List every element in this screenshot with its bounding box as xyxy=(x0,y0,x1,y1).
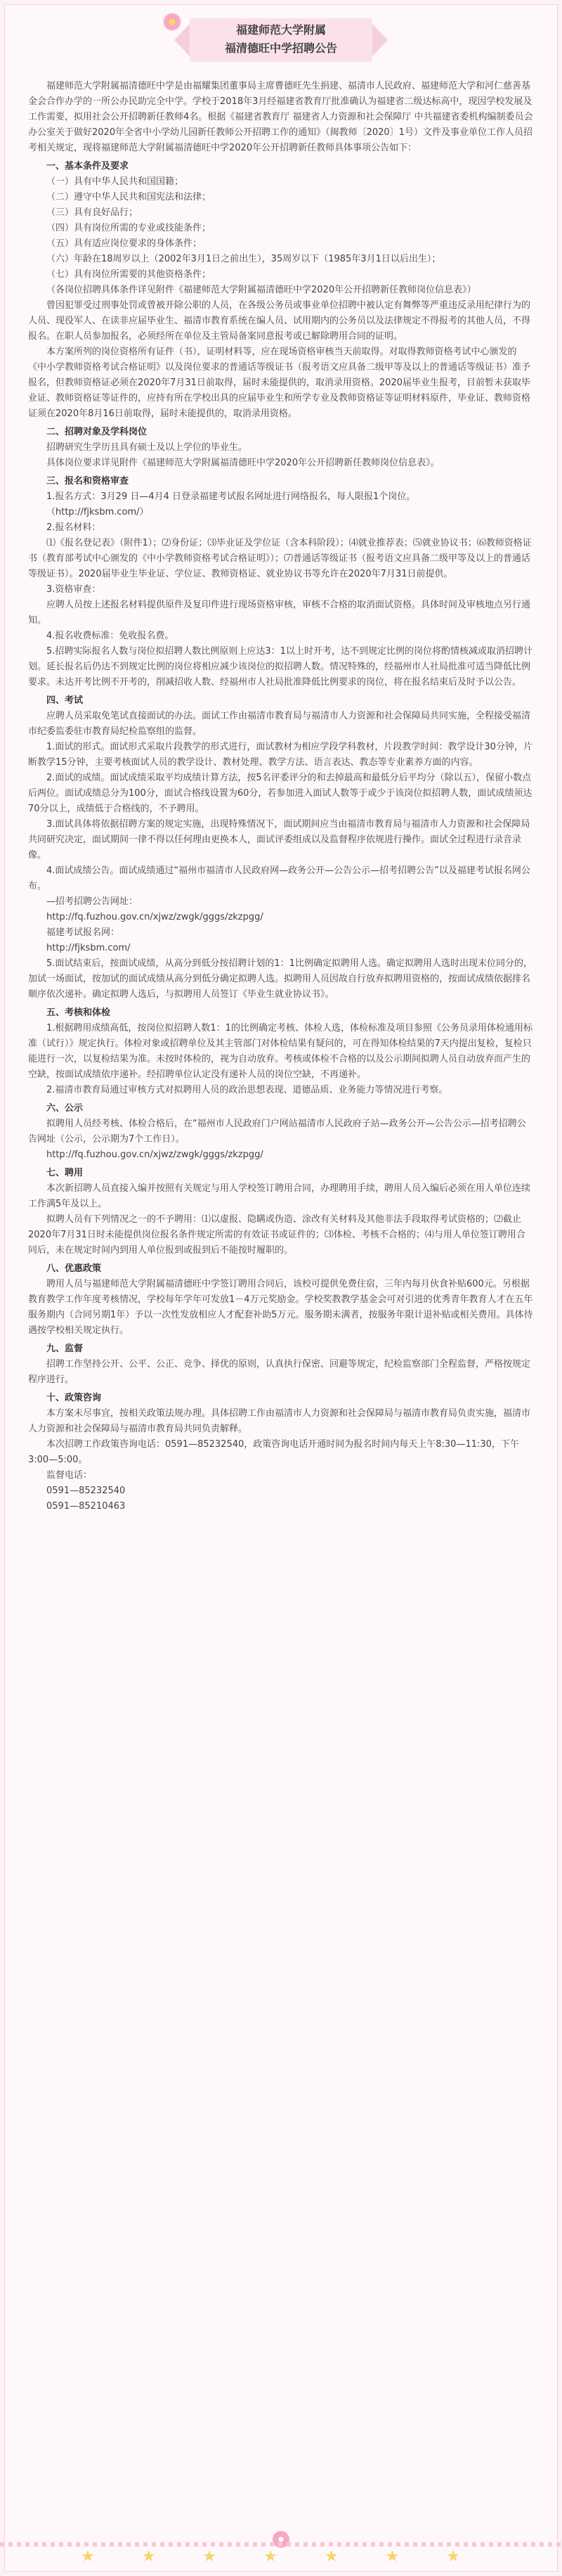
paragraph: http://fjksbm.com/ xyxy=(46,943,131,953)
paragraph: （五）具有适应岗位要求的身体条件； xyxy=(46,238,202,249)
paragraph: 本次新招聘人员直接入编并按照有关规定与用人学校签订聘用合同，办理聘用手续，聘用人员入编后必须在用人单位连续工作满5年及以上。 xyxy=(28,1183,531,1209)
paragraph: 应聘人员采取免笔试直接面试的办法。面试工作由福清市教育局与福清市人力资源和社会保障局共同实施，全程接受福清市纪委监委驻市教育局纪检监察组的监督。 xyxy=(28,711,531,737)
paragraph: 本次招聘工作政策咨询电话：0591—85232540，政策咨询电话开通时间为报名时间内每天上午8:30—11:30，下午3:00—5:00。 xyxy=(28,1439,519,1465)
paragraph: 0591—85232540 xyxy=(46,1486,126,1496)
paragraph: http://fq.fuzhou.gov.cn/xjwz/zwgk/gggs/zkzpgg/ xyxy=(46,1149,263,1160)
paragraph: 0591—85210463 xyxy=(46,1501,126,1512)
paragraph: 聘用人员与福建师范大学附属福清德旺中学签订聘用合同后，该校可提供免费住宿，三年内每月伙食补贴600元。另根据教育教学工作年度考核情况，学校每年学年可发放1－4万元奖励金。学校奖教教学基金会可对引进的优秀青年教育人才在五年服务期内（合同另期1年）予以一次性发放相应人才配套补助5万元。服务期未满者，按服务年限计退补贴或相关费用。具体待遇按学校相关规定执行。 xyxy=(28,1279,533,1336)
paragraph: 应聘人员按上述报名材料提供原件及复印件进行现场资格审核，审核不合格的取消面试资格。具体时间及审核地点另行通知。 xyxy=(28,600,531,626)
paragraph: ⑴《报名登记表》（附件1）；⑵身份证；⑶毕业证及学位证（含本科阶段）；⑷就业推荐表；⑸就业协议书；⑹教师资格证书（教育部考试中心颁发的《中小学教师资格考试合格证明》）；⑺普通话等级证书（报考语文应具备二级甲等及以上的普通话等级证书）。2020届毕业生毕业证、学位证、教师资格证、就业协议书等允许在2020年7月31日前提供。 xyxy=(28,538,532,579)
paragraph: （六）年龄在18周岁以上（2002年3月1日之前出生），35周岁以下（1985年3月1日以后出生）； xyxy=(46,254,441,264)
header xyxy=(0,0,562,73)
paragraph: 招聘研究生学历且具有硕士及以上学位的毕业生。 xyxy=(46,442,248,453)
paragraph: 2.报名材料： xyxy=(46,522,101,533)
section-heading: 八、优惠政策 xyxy=(46,1263,102,1274)
footer-decoration xyxy=(0,2531,562,2576)
paragraph: 5.招聘实际报名人数与岗位拟招聘人数比例原则上应达3：1以上时开考，达不到规定比例的岗位将酌情核减或取消招聘计划。延长报名后仍达不到规定比例的岗位将相应减少该岗位的拟招聘人数。情况特殊的，经福州市人社局批准可适当降低比例要求。未达开考比例不开考的，削减招收人数、经福州市人社局批准降低比例要求的岗位，将在报名结束后及时予以公告。 xyxy=(28,646,532,688)
paragraph: （二）遵守中华人民共和国宪法和法律； xyxy=(46,192,211,202)
divider xyxy=(0,2542,562,2546)
paragraph: 2.面试的成绩。面试成绩采取平均成绩计算方法，按5名评委评分的和去掉最高和最低分后平均分（除以五），保留小数点后两位。面试成绩总分为100分，面试合格线设置为60分，若参加进入面试人数等于或少于该岗位拟招聘人数，面试成绩须达70分以上，成绩低于合格线的，不予聘用。 xyxy=(28,773,532,814)
paragraph: 5.面试结束后，按面试成绩，从高分到低分按招聘计划的1：1比例确定拟聘用人选。确定拟聘用人选时出现末位同分的，加试一场面试，按加试的面试成绩从高分到低分确定拟聘人选。拟聘用人员因故自行放弃拟聘用资格的，按面试成绩依据排名顺序依次递补。确定拟聘人选后，与拟聘用人员签订《毕业生就业协议书》。 xyxy=(28,958,532,1000)
paragraph: 1.报名方式：3月29 日—4月4 日登录福建考试报名网址进行网络报名，每人限报1个岗位。 xyxy=(46,491,416,502)
paragraph: 监督电话： xyxy=(46,1470,93,1481)
paragraph: http://fq.fuzhou.gov.cn/xjwz/zwgk/gggs/zkzpgg/ xyxy=(46,912,263,922)
paragraph: 4.报名收费标准：免收报名费。 xyxy=(46,631,174,641)
paragraph: 福建考试报名网： xyxy=(46,927,120,938)
paragraph: 4.面试成绩公告。面试成绩通过“福州市福清市人民政府网—政务公开—公告公示—招考招聘公告”以及福建考试报名网公布。 xyxy=(28,865,530,891)
paragraph: 拟聘用人员经考核、体检合格后，在“福州市人民政府门户网站福清市人民政府子站—政务公开—公告公示—招考招聘公告网址（公示，公示期为7个工作日）。 xyxy=(28,1119,526,1145)
section-heading: 七、聘用 xyxy=(46,1168,84,1178)
section-heading: 一、基本条件及要求 xyxy=(46,161,129,172)
section-heading: 四、考试 xyxy=(46,695,84,706)
paragraph: 本方案所列的岗位资格所有证件（书），证明材料等，应在现场资格审核当天前取得。对取得教师资格考试中心颁发的《中小学教师资格考试合格证明》以及岗位要求的普通话等级证书（报考语文应具备二级甲等及以上的普通话等级证书）准予报名，但教师资格证必须在2020年7月31日前取得，届时未能提供的，取消录用资格。2020届毕业生报考，目前暂未获取毕业证、教师资格证等证件的，应持有所在学校出具的应届毕业生和所学专业及教师资格证等证明材料原件，毕业证、教师资格证须在2020年8月16日前取得，届时未能提供的，取消录用资格。 xyxy=(28,347,531,419)
section-heading: 三、报名和资格审查 xyxy=(46,476,129,487)
paragraph: （一）具有中华人民共和国国籍； xyxy=(46,176,184,187)
paragraph: 拟聘人员有下列情况之一的不予聘用：⑴以虚报、隐瞒或伪造、涂改有关材料及其他非法手段取得考试资格的；⑵截止2020年7月31日时未能提供岗位报名条件规定所需的有效证书或证件的；⑶体检、考核不合格的；⑷与用人单位签订聘用合同后，未在规定时间内到用人单位报到或报到后不能按时履职的。 xyxy=(28,1214,525,1256)
paragraph: 具体岗位要求详见附件《福建师范大学附属福清德旺中学2020年公开招聘新任教师岗位信息表》。 xyxy=(46,458,440,468)
section-heading: 十、政策咨询 xyxy=(46,1393,102,1403)
paragraph: 1.面试的形式。面试形式采取片段教学的形式进行，面试教材为相应学段学科教材，片段教学时间：教学设计30分钟，片断教学15分钟，主要考核面试人员的教学设计、教材处理、教学方法、语言表达、教态等专业素养方面的内容。 xyxy=(28,742,532,768)
paragraph: 2.福清市教育局通过审核方式对拟聘用人员的政治思想表现、道德品质、业务能力等情况进行考察。 xyxy=(46,1085,448,1095)
star-icons: ★ ★ ★ ★ ★ ★ ★ xyxy=(80,2548,482,2565)
page-title-line1: 福建师范大学附属 xyxy=(235,23,326,37)
paragraph: （http://fjksbm.com/） xyxy=(46,507,149,517)
section-heading: 九、监督 xyxy=(46,1344,84,1354)
section-heading: 二、招聘对象及学科岗位 xyxy=(46,427,148,437)
paragraph: —招考招聘公告网址： xyxy=(46,896,138,907)
paragraph: （各岗位招聘具体条件详见附件《福建师范大学附属福清德旺中学2020年公开招聘新任教师岗位信息表》） xyxy=(46,285,476,295)
paragraph: 曾因犯罪受过刑事处罚或曾被开除公职的人员，在各级公务员或事业单位招聘中被认定有舞弊等严重违反录用纪律行为的人员、现役军人、在读非应届毕业生、福清市教育系统在编人员、试用期内的公务员以及法律规定不得报考的其他人员，不得报名。在职人员参加报名，必须经所在单位及主管局备案同意报考或已解除聘用合同的证明。 xyxy=(28,300,531,342)
paragraph: 3.资格审查： xyxy=(46,584,101,595)
paragraph: （七）具有岗位所需要的其他资格条件； xyxy=(46,269,211,280)
section-heading: 五、考核和体检 xyxy=(46,1007,111,1018)
paragraph: （四）具有岗位所需的专业或技能条件； xyxy=(46,223,211,233)
paragraph: 招聘工作坚持公开、公平、公正、竞争、择优的原则，认真执行保密、回避等规定，纪检监察部门全程监督，严格按规定程序进行。 xyxy=(28,1359,531,1385)
paragraph: （三）具有良好品行； xyxy=(46,207,138,218)
page-title-line2: 福清德旺中学招聘公告 xyxy=(224,41,337,55)
paragraph: 3.面试具体将依据招聘方案的规定实施，出现特殊情况下，面试期间应当由福清市教育局与福清市人力资源和社会保障局共同研究决定，面试期间一律不得以任何理由更换本人，面试评委组成以及监督程序依规进行操作。面试全过程进行录音录像。 xyxy=(28,819,530,861)
paragraph: 本方案未尽事宜，按相关政策法规办理。具体招聘工作由福清市人力资源和社会保障局与福清市教育局负责实施，福清市人力资源和社会保障局与福清市教育局共同负责解释。 xyxy=(28,1408,531,1434)
paragraph: 1.根据聘用成绩高低，按岗位拟招聘人数1：1的比例确定考核、体检人选，体检标准及项目参照《公务员录用体检通用标准（试行）》规定执行。体检对象或招聘单位及其主管部门对体检结果有疑问的，可在得知体检结果的7天内提出复检，复检只能进行一次，以复检结果为准。未按时体检的，视为自动放弃。考核或体检不合格的以及公示期间拟聘人员自动放弃而产生的空缺，按面试成绩依序递补。经招聘单位认定没有递补人员的岗位空缺，不再递补。 xyxy=(28,1023,532,1080)
section-heading: 六、公示 xyxy=(46,1103,84,1114)
paragraph: 福建师范大学附属福清德旺中学是由福耀集团董事局主席曹德旺先生捐建、福清市人民政府、福建师范大学和河仁慈善基金会合作办学的一所公办民助完全中学。学校于2018年3月经福建省教育厅批准确认为福建省二级达标高中，现因学校发展及工作需要，拟用社会公开招聘新任教师4名。根据《福建省教育厅 福建省人力资源和社会保障厅 中共福建省委机构编制委员会办公室关于做好2020年全省中小学幼儿园新任教师公开招聘工作的通知》（闽教师〔2020〕1号）文件及事业单位工作人员招考相关规定，现将福建师范大学附属福清德旺中学2020年公开招聘新任教师具体事项公告如下： xyxy=(28,81,533,153)
announcement-body xyxy=(28,79,534,1514)
